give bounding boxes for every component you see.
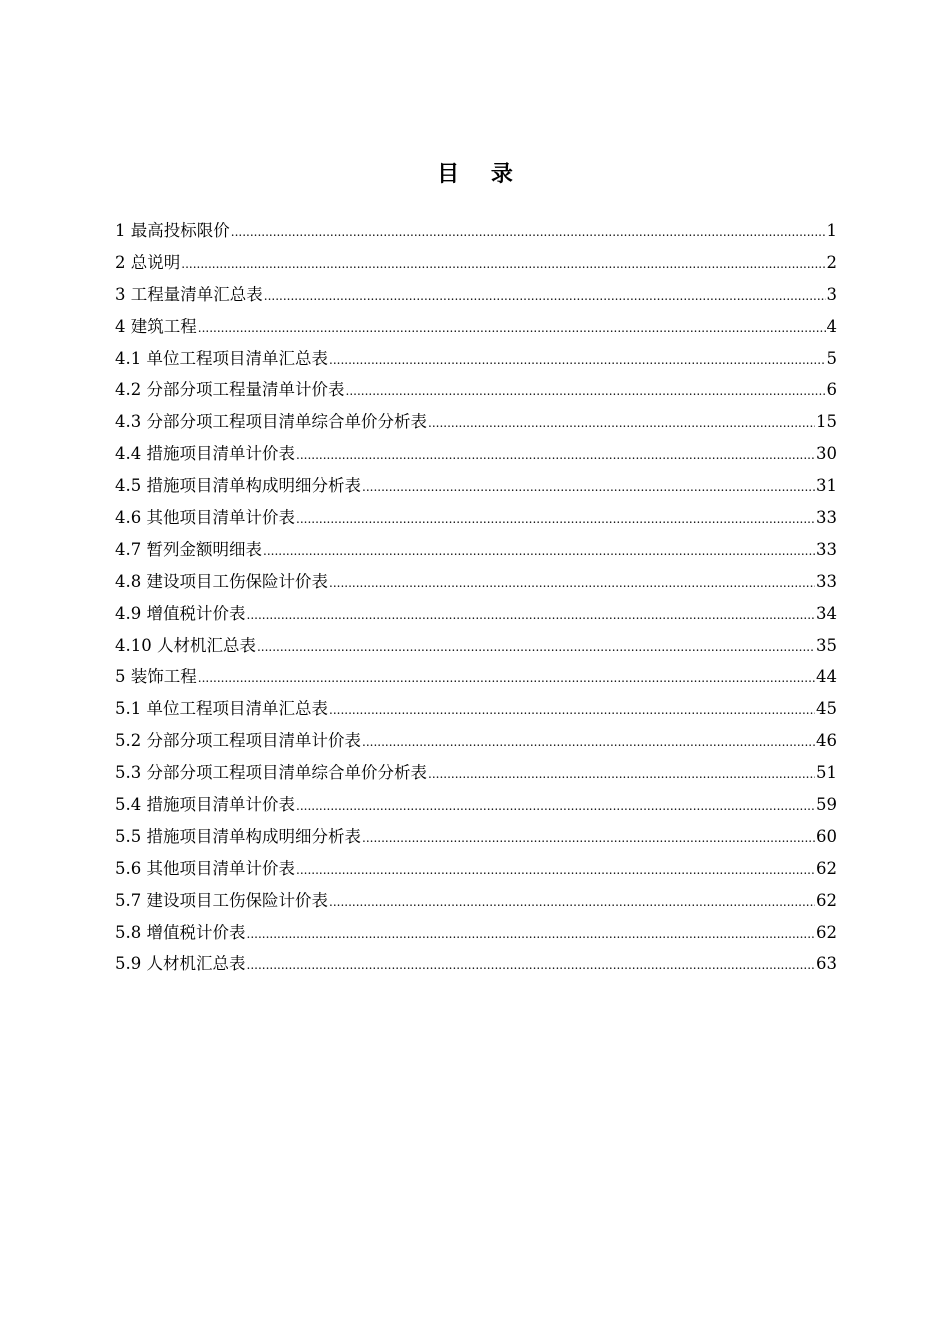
toc-entry-page: 15 — [816, 412, 837, 432]
toc-dot-leader — [231, 217, 826, 249]
toc-entry-label: 4.8 建设项目工伤保险计价表 — [115, 571, 328, 591]
toc-entry-page: 63 — [816, 954, 837, 974]
toc-entry[interactable] — [115, 693, 837, 725]
toc-entry-label: 5.1 单位工程项目清单汇总表 — [115, 699, 328, 719]
toc-entry[interactable] — [115, 661, 837, 693]
toc-entry-page: 44 — [816, 667, 837, 687]
toc-entry-label: 4.9 增值税计价表 — [115, 603, 246, 623]
toc-entry-label: 5.4 措施项目清单计价表 — [115, 795, 295, 815]
toc-entry[interactable] — [115, 725, 837, 757]
toc-entry-label: 4 建筑工程 — [115, 316, 197, 336]
toc-entry[interactable] — [115, 885, 837, 917]
toc-dot-leader — [264, 281, 826, 313]
toc-entry[interactable] — [115, 598, 837, 630]
toc-entry-page: 34 — [816, 603, 837, 623]
toc-entry-page: 5 — [826, 348, 837, 368]
toc-entry-page: 30 — [816, 444, 837, 464]
toc-entry-label: 5.5 措施项目清单构成明细分析表 — [115, 826, 361, 846]
toc-entry-page: 46 — [816, 731, 837, 751]
toc-entry[interactable] — [115, 279, 837, 311]
toc-dot-leader — [329, 887, 815, 919]
toc-entry[interactable] — [115, 406, 837, 438]
toc-dot-leader — [181, 249, 825, 281]
toc-entry[interactable] — [115, 470, 837, 502]
toc-entry[interactable] — [115, 566, 837, 598]
toc-entry[interactable] — [115, 534, 837, 566]
toc-entry[interactable] — [115, 789, 837, 821]
toc-entry-page: 1 — [826, 221, 837, 240]
toc-entry-label: 5.2 分部分项工程项目清单计价表 — [115, 731, 361, 751]
toc-dot-leader — [247, 950, 816, 982]
toc-entry-label: 5.9 人材机汇总表 — [115, 954, 246, 974]
toc-dot-leader — [257, 632, 815, 664]
toc-entry[interactable] — [115, 630, 837, 662]
toc-dot-leader — [198, 313, 826, 345]
toc-title: 目 录 — [437, 162, 525, 187]
toc-entry-label: 4.5 措施项目清单构成明细分析表 — [115, 476, 361, 496]
toc-dot-leader — [362, 472, 815, 504]
toc-entry-page: 4 — [826, 316, 837, 336]
toc-entry-page: 33 — [816, 508, 837, 528]
toc-entry-label: 5 装饰工程 — [115, 667, 197, 687]
toc-entry-page: 33 — [816, 539, 837, 559]
toc-entry[interactable] — [115, 917, 837, 949]
toc-entry-page: 35 — [816, 635, 837, 655]
toc-entry-label: 5.6 其他项目清单计价表 — [115, 858, 295, 878]
toc-entry-page: 6 — [826, 380, 837, 400]
toc-dot-leader — [362, 823, 815, 855]
toc-dot-leader — [263, 536, 815, 568]
toc-dot-leader — [329, 568, 815, 600]
toc-entry-page: 33 — [816, 571, 837, 591]
toc-entry-page: 45 — [816, 699, 837, 719]
toc-entry-page: 62 — [816, 890, 837, 910]
toc-entry[interactable] — [115, 948, 837, 980]
toc-entry-label: 4.6 其他项目清单计价表 — [115, 508, 295, 528]
toc-entry[interactable] — [115, 374, 837, 406]
toc-entry-page: 59 — [816, 795, 837, 815]
toc-entry[interactable] — [115, 757, 837, 789]
toc-dot-leader — [428, 759, 815, 791]
toc-dot-leader — [296, 791, 815, 823]
toc-entry-label: 5.3 分部分项工程项目清单综合单价分析表 — [115, 763, 427, 783]
toc-entry[interactable] — [115, 343, 837, 375]
toc-dot-leader — [247, 600, 816, 632]
toc-entry-page: 2 — [826, 252, 837, 272]
toc-entry[interactable] — [115, 247, 837, 279]
toc-entry-page: 3 — [826, 284, 837, 304]
toc-entry-label: 4.7 暂列金额明细表 — [115, 539, 262, 559]
toc-dot-leader — [362, 727, 815, 759]
toc-dot-leader — [428, 408, 815, 440]
toc-entry[interactable] — [115, 502, 837, 534]
toc-entry-label: 3 工程量清单汇总表 — [115, 284, 263, 304]
toc-entry-label: 2 总说明 — [115, 252, 181, 272]
toc-entry[interactable] — [115, 215, 837, 247]
toc-dot-leader — [296, 855, 815, 887]
toc-entry-page: 62 — [816, 922, 837, 942]
toc-dot-leader — [296, 440, 815, 472]
toc-entry-page: 31 — [816, 476, 837, 496]
toc-entry[interactable] — [115, 821, 837, 853]
toc-entry-label: 4.10 人材机汇总表 — [115, 635, 256, 655]
toc-entry-label: 4.4 措施项目清单计价表 — [115, 444, 295, 464]
toc-entry-page: 60 — [816, 826, 837, 846]
toc-entry[interactable] — [115, 438, 837, 470]
toc-dot-leader — [329, 695, 815, 727]
toc-list — [115, 215, 837, 980]
toc-entry-label: 5.7 建设项目工伤保险计价表 — [115, 890, 328, 910]
toc-entry-label: 4.1 单位工程项目清单汇总表 — [115, 348, 328, 368]
toc-entry-page: 51 — [816, 763, 837, 783]
toc-dot-leader — [346, 376, 826, 408]
toc-dot-leader — [198, 663, 815, 695]
toc-entry-label: 4.2 分部分项工程量清单计价表 — [115, 380, 345, 400]
toc-entry[interactable] — [115, 311, 837, 343]
toc-entry[interactable] — [115, 853, 837, 885]
toc-dot-leader — [247, 919, 816, 951]
toc-entry-label: 5.8 增值税计价表 — [115, 922, 246, 942]
toc-entry-label: 1 最高投标限价 — [115, 221, 230, 240]
toc-dot-leader — [296, 504, 815, 536]
toc-entry-label: 4.3 分部分项工程项目清单综合单价分析表 — [115, 412, 427, 432]
toc-dot-leader — [329, 345, 826, 377]
toc-entry-page: 62 — [816, 858, 837, 878]
